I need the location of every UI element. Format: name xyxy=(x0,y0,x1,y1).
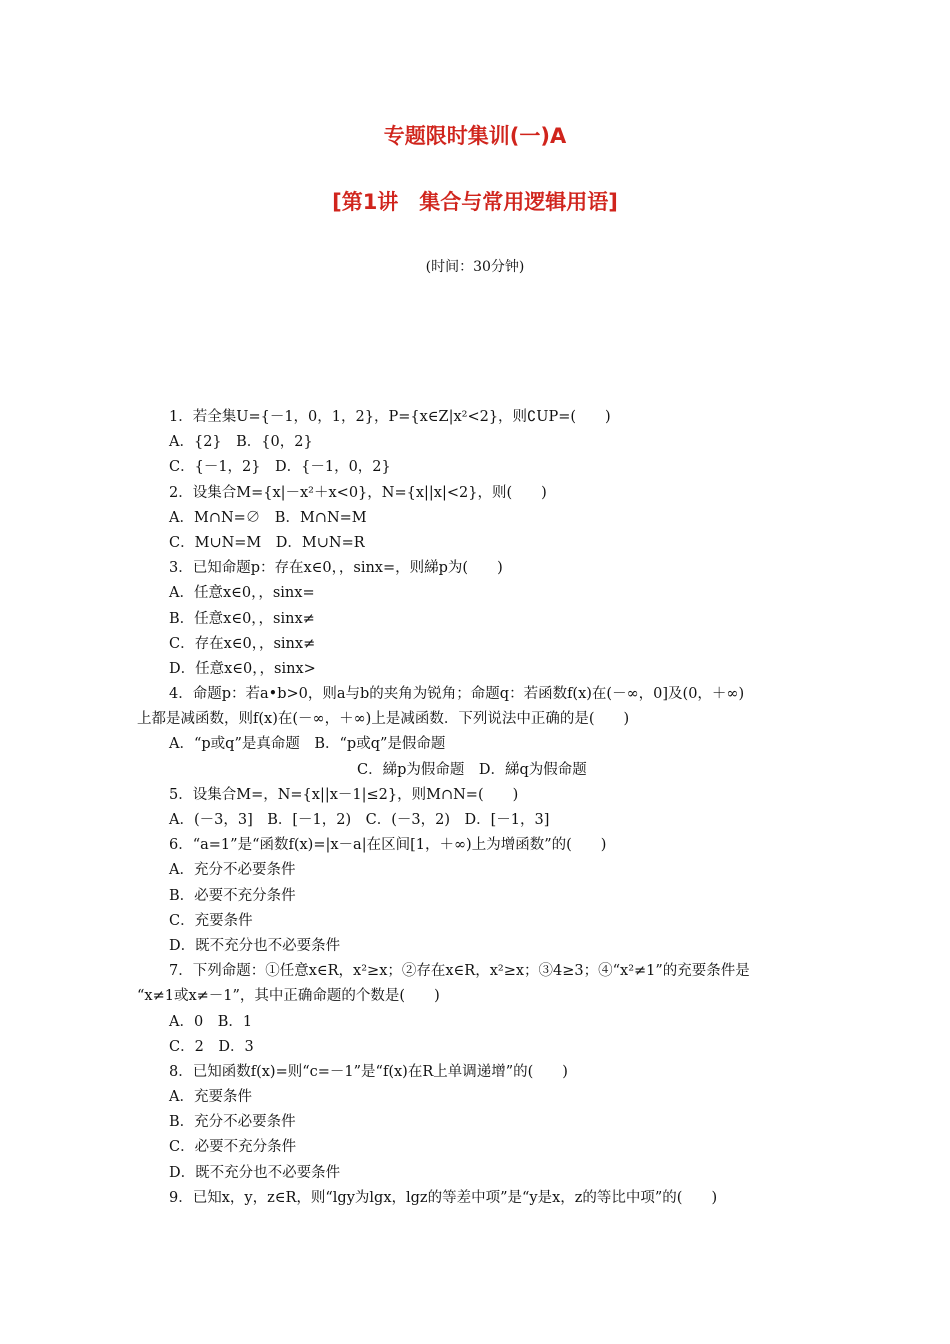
question-1-options-ab: A．{2} B．{0，2} xyxy=(169,434,313,451)
question-3-option-d: D．任意x∈0，，sinx> xyxy=(169,660,316,677)
question-3-option-c: C．存在x∈0，，sinx≠ xyxy=(169,635,316,652)
question-7-options-ab: A．0 B．1 xyxy=(169,1013,253,1030)
question-3-option-a: A．任意x∈0，，sinx= xyxy=(169,585,315,602)
question-7-stem: 7．下列命题：①任意x∈R，x²≥x；②存在x∈R，x²≥x；③4≥3；④“x²≠1”的充要条件是 xyxy=(169,963,750,980)
question-5-options: A．(－3，3] B．[－1，2) C．(－3，2) D．[－1，3] xyxy=(169,812,550,828)
question-1-options-cd: C．{－1，2} D．{－1，0，2} xyxy=(169,459,391,476)
question-9-stem: 9．已知x，y，z∈R，则“lgy为lgx，lgz的等差中项”是“y是x，z的等比中项”的( ) xyxy=(169,1189,718,1206)
question-4-options-ab: A．“p或q”是真命题 B．“p或q”是假命题 xyxy=(169,736,446,753)
question-6-option-c: C．充要条件 xyxy=(169,912,253,929)
page-subtitle: [第1讲 集合与常用逻辑用语] xyxy=(332,190,618,214)
question-8-option-d: D．既不充分也不必要条件 xyxy=(169,1164,341,1181)
question-5-stem: 5．设集合M=，N={x||x－1|≤2}，则M∩N=( ) xyxy=(169,786,519,803)
question-8-option-c: C．必要不充分条件 xyxy=(169,1139,297,1156)
question-6-stem: 6．“a=1”是“函数f(x)=|x－a|在区间[1，＋∞)上为增函数”的( ) xyxy=(169,837,607,854)
question-6-option-a: A．充分不必要条件 xyxy=(169,862,296,879)
question-7-options-cd: C．2 D．3 xyxy=(169,1038,254,1055)
question-8-option-b: B．充分不必要条件 xyxy=(169,1114,296,1131)
page-title: 专题限时集训(一)A xyxy=(383,124,567,148)
time-limit: (时间：30分钟) xyxy=(425,259,525,275)
question-4-stem: 4．命题p：若a•b>0，则a与b的夹角为锐角；命题q：若函数f(x)在(－∞，0]及(0，＋∞) xyxy=(169,686,745,703)
question-2-options-ab: A．M∩N=∅ B．M∩N=M xyxy=(169,509,367,526)
question-4-options-cd: C．綈p为假命题 D．綈q为假命题 xyxy=(357,761,587,778)
question-list xyxy=(137,405,817,1211)
question-2-options-cd: C．M∪N=M D．M∪N=R xyxy=(169,534,365,551)
question-3-option-b: B．任意x∈0，，sinx≠ xyxy=(169,610,315,627)
question-3-stem: 3．已知命题p：存在x∈0，，sinx=，则綈p为( ) xyxy=(169,560,503,577)
question-6-option-b: B．必要不充分条件 xyxy=(169,887,296,904)
question-7-stem-cont: “x≠1或x≠－1”，其中正确命题的个数是( ) xyxy=(137,988,440,1005)
question-2-stem: 2．设集合M={x|－x²＋x<0}，N={x||x|<2}，则( ) xyxy=(169,484,547,501)
question-1-stem: 1．若全集U={－1，0，1，2}，P={x∈Z|x²<2}，则∁UP=( ) xyxy=(169,409,611,425)
question-8-option-a: A．充要条件 xyxy=(169,1089,252,1106)
question-6-option-d: D．既不充分也不必要条件 xyxy=(169,937,341,954)
question-4-stem-cont: 上都是减函数，则f(x)在(－∞，＋∞)上是减函数．下列说法中正确的是( ) xyxy=(137,711,630,728)
question-8-stem: 8．已知函数f(x)=则“c=－1”是“f(x)在R上单调递增”的( ) xyxy=(169,1063,568,1080)
